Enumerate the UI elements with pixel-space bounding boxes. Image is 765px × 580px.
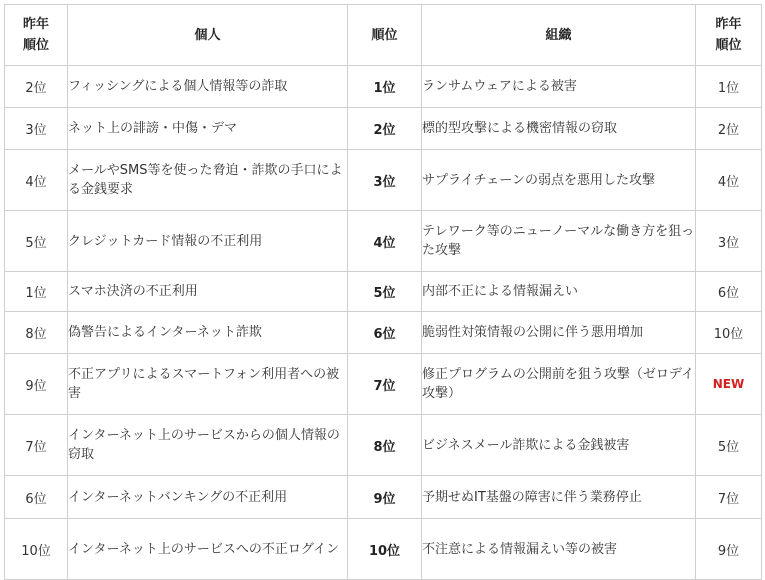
rank-cell: 9位 [348, 476, 422, 519]
organization-threat: 予期せぬIT基盤の障害に伴う業務停止 [422, 476, 696, 519]
individual-prev-rank: 6位 [5, 476, 68, 519]
table-row [5, 108, 762, 150]
organization-threat: 修正プログラムの公開前を狙う攻撃（ゼロデイ攻撃） [422, 354, 696, 415]
organization-threat: 不注意による情報漏えい等の被害 [422, 519, 696, 580]
table-row [5, 354, 762, 415]
individual-threat: メールやSMS等を使った脅迫・詐欺の手口による金銭要求 [68, 150, 348, 211]
header-prev-rank-individual [5, 5, 68, 66]
organization-threat: 脆弱性対策情報の公開に伴う悪用増加 [422, 312, 696, 354]
individual-prev-rank: 8位 [5, 312, 68, 354]
organization-prev-rank: 1位 [696, 66, 762, 108]
organization-prev-rank: 4位 [696, 150, 762, 211]
new-badge: NEW [696, 354, 762, 415]
organization-threat: 内部不正による情報漏えい [422, 272, 696, 312]
individual-threat: フィッシングによる個人情報等の詐取 [68, 66, 348, 108]
organization-threat: テレワーク等のニューノーマルな働き方を狙った攻撃 [422, 211, 696, 272]
organization-prev-rank: 9位 [696, 519, 762, 580]
organization-prev-rank: 10位 [696, 312, 762, 354]
individual-threat: インターネット上のサービスへの不正ログイン [68, 519, 348, 580]
rank-cell: 7位 [348, 354, 422, 415]
header-prev-rank-organization [696, 5, 762, 66]
table-row [5, 66, 762, 108]
rank-cell: 4位 [348, 211, 422, 272]
rank-cell: 1位 [348, 66, 422, 108]
table-row [5, 150, 762, 211]
header-individual: 個人 [68, 5, 348, 66]
table-row [5, 211, 762, 272]
organization-prev-rank: 7位 [696, 476, 762, 519]
header-rank: 順位 [348, 5, 422, 66]
organization-prev-rank: 6位 [696, 272, 762, 312]
individual-threat: インターネットバンキングの不正利用 [68, 476, 348, 519]
individual-prev-rank: 7位 [5, 415, 68, 476]
header-row [5, 5, 762, 66]
individual-prev-rank: 4位 [5, 150, 68, 211]
individual-threat: クレジットカード情報の不正利用 [68, 211, 348, 272]
organization-prev-rank: 3位 [696, 211, 762, 272]
organization-prev-rank: 2位 [696, 108, 762, 150]
threat-ranking-table [4, 4, 762, 580]
header-organization: 組織 [422, 5, 696, 66]
individual-prev-rank: 5位 [5, 211, 68, 272]
individual-threat: 偽警告によるインターネット詐欺 [68, 312, 348, 354]
table-row [5, 519, 762, 580]
organization-threat: ビジネスメール詐欺による金銭被害 [422, 415, 696, 476]
individual-threat: ネット上の誹謗・中傷・デマ [68, 108, 348, 150]
table-row [5, 312, 762, 354]
table-row [5, 272, 762, 312]
organization-threat: サプライチェーンの弱点を悪用した攻撃 [422, 150, 696, 211]
individual-prev-rank: 2位 [5, 66, 68, 108]
rank-cell: 5位 [348, 272, 422, 312]
organization-threat: ランサムウェアによる被害 [422, 66, 696, 108]
organization-threat: 標的型攻撃による機密情報の窃取 [422, 108, 696, 150]
rank-cell: 6位 [348, 312, 422, 354]
header-prev-rank-individual-label: 昨年 順位 [22, 17, 49, 53]
individual-threat: 不正アプリによるスマートフォン利用者への被害 [68, 354, 348, 415]
table-row [5, 415, 762, 476]
individual-threat: インターネット上のサービスからの個人情報の窃取 [68, 415, 348, 476]
individual-threat: スマホ決済の不正利用 [68, 272, 348, 312]
individual-prev-rank: 3位 [5, 108, 68, 150]
rank-cell: 3位 [348, 150, 422, 211]
individual-prev-rank: 9位 [5, 354, 68, 415]
table-row [5, 476, 762, 519]
header-prev-rank-organization-label: 昨年 順位 [715, 17, 742, 53]
rank-cell: 2位 [348, 108, 422, 150]
rank-cell: 10位 [348, 519, 422, 580]
individual-prev-rank: 1位 [5, 272, 68, 312]
organization-prev-rank: 5位 [696, 415, 762, 476]
rank-cell: 8位 [348, 415, 422, 476]
individual-prev-rank: 10位 [5, 519, 68, 580]
